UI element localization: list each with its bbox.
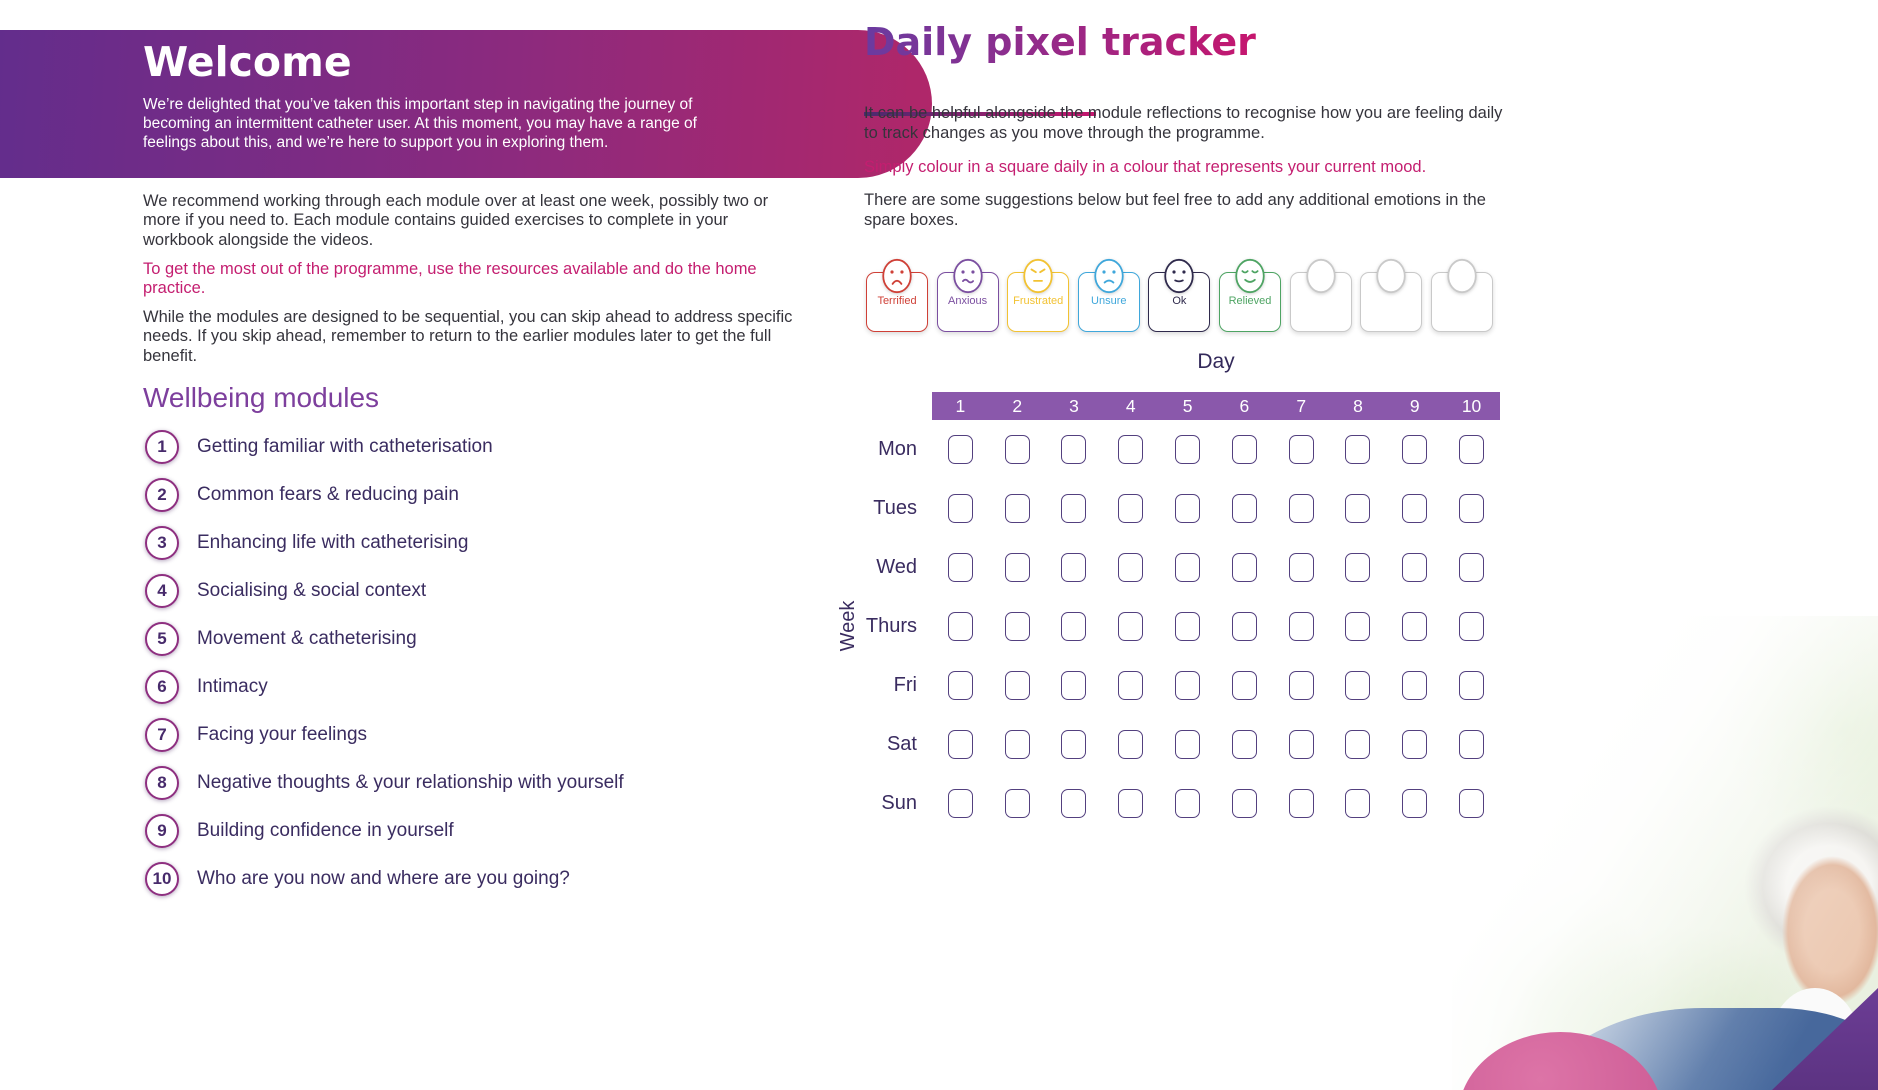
pixel-cell-slot xyxy=(1386,656,1443,715)
pixel-checkbox[interactable] xyxy=(1459,789,1484,818)
pixel-checkbox[interactable] xyxy=(1061,553,1086,582)
pixel-checkbox[interactable] xyxy=(1005,494,1030,523)
module-item xyxy=(145,622,624,656)
emotion-card-relieved xyxy=(1219,258,1281,336)
pixel-cell-slot xyxy=(1046,715,1103,774)
blank-face-icon xyxy=(1375,258,1407,294)
pixel-cell-slot xyxy=(1443,597,1500,656)
pixel-checkbox[interactable] xyxy=(1402,435,1427,464)
emotion-card-blank[interactable] xyxy=(1290,258,1352,336)
module-number-badge: 1 xyxy=(145,430,179,464)
pixel-cell-slot xyxy=(1273,715,1330,774)
emotion-card-anxious xyxy=(937,258,999,336)
module-item xyxy=(145,478,624,512)
week-axis-label: Week xyxy=(836,600,859,652)
emotion-card-unsure xyxy=(1078,258,1140,336)
pixel-checkbox[interactable] xyxy=(1061,494,1086,523)
pixel-checkbox[interactable] xyxy=(1345,553,1370,582)
pixel-checkbox[interactable] xyxy=(1005,671,1030,700)
pixel-cell-slot xyxy=(1330,420,1387,479)
pixel-checkbox[interactable] xyxy=(1345,730,1370,759)
pixel-row-mon xyxy=(932,420,1500,479)
pixel-row-sun xyxy=(932,774,1500,833)
weekday-label-wed: Wed xyxy=(876,556,917,578)
day-number-header xyxy=(932,392,1500,420)
pixel-row-fri xyxy=(932,656,1500,715)
weekday-label-sat: Sat xyxy=(886,733,917,755)
pixel-cell-slot xyxy=(1386,774,1443,833)
module-item xyxy=(145,526,624,560)
pixel-cell-slot xyxy=(1216,420,1273,479)
pixel-cell-slot xyxy=(1216,597,1273,656)
module-number-badge: 9 xyxy=(145,814,179,848)
pixel-cell-slot xyxy=(1386,538,1443,597)
pixel-cell-slot xyxy=(1216,656,1273,715)
tracker-paragraph-1: It can be helpful alongside the module reflections to recognise how you are feeling daily to track changes as you move through the programme. xyxy=(864,104,1503,142)
pixel-checkbox[interactable] xyxy=(1402,789,1427,818)
pixel-checkbox[interactable] xyxy=(1232,612,1257,641)
pixel-grid xyxy=(932,420,1500,833)
pixel-cell-slot xyxy=(1273,479,1330,538)
pixel-checkbox[interactable] xyxy=(1175,789,1200,818)
pixel-checkbox[interactable] xyxy=(1345,671,1370,700)
pixel-cell-slot xyxy=(1102,656,1159,715)
module-item xyxy=(145,766,624,800)
pixel-cell-slot xyxy=(932,479,989,538)
module-number-badge: 7 xyxy=(145,718,179,752)
pixel-cell-slot xyxy=(989,715,1046,774)
day-number-label: 8 xyxy=(1353,395,1363,416)
pixel-checkbox[interactable] xyxy=(1061,612,1086,641)
pixel-checkbox[interactable] xyxy=(1402,730,1427,759)
pixel-checkbox[interactable] xyxy=(1005,435,1030,464)
module-label: Enhancing life with catheterising xyxy=(197,532,469,553)
pixel-cell-slot xyxy=(1159,538,1216,597)
pixel-cell-slot xyxy=(989,656,1046,715)
module-number-badge: 2 xyxy=(145,478,179,512)
pixel-cell-slot xyxy=(1159,420,1216,479)
pixel-cell-slot xyxy=(1046,420,1103,479)
pixel-checkbox[interactable] xyxy=(1345,435,1370,464)
pixel-checkbox[interactable] xyxy=(1345,789,1370,818)
anxious-face-icon xyxy=(952,258,984,294)
pixel-checkbox[interactable] xyxy=(1061,435,1086,464)
pixel-cell-slot xyxy=(1102,774,1159,833)
pixel-checkbox[interactable] xyxy=(1061,730,1086,759)
pixel-cell-slot xyxy=(1159,597,1216,656)
pixel-checkbox[interactable] xyxy=(1175,553,1200,582)
pixel-cell-slot xyxy=(1273,538,1330,597)
pixel-cell-slot xyxy=(1443,479,1500,538)
pixel-cell-slot xyxy=(932,420,989,479)
emotion-legend xyxy=(866,258,1493,336)
pixel-cell-slot xyxy=(1159,774,1216,833)
photo-smiling-woman xyxy=(1452,616,1878,1090)
pixel-checkbox[interactable] xyxy=(1175,730,1200,759)
pixel-checkbox[interactable] xyxy=(1118,494,1143,523)
pixel-cell-slot xyxy=(1046,774,1103,833)
wellbeing-modules-heading: Wellbeing modules xyxy=(143,382,380,413)
pixel-checkbox[interactable] xyxy=(948,612,973,641)
pixel-checkbox[interactable] xyxy=(1289,553,1314,582)
pixel-cell-slot xyxy=(1386,479,1443,538)
pixel-cell-slot xyxy=(1386,597,1443,656)
day-number-label: 2 xyxy=(1012,395,1023,416)
pixel-cell-slot xyxy=(989,479,1046,538)
pixel-cell-slot xyxy=(932,715,989,774)
intro-paragraph-accent: To get the most out of the programme, use the resources available and do the home practice. xyxy=(143,260,757,298)
pixel-checkbox[interactable] xyxy=(1459,494,1484,523)
pixel-checkbox[interactable] xyxy=(948,553,973,582)
pixel-cell-slot xyxy=(1102,538,1159,597)
module-number-badge: 6 xyxy=(145,670,179,704)
pixel-cell-slot xyxy=(1443,538,1500,597)
emotion-card-terrified xyxy=(866,258,928,336)
day-number-label: 5 xyxy=(1182,395,1193,416)
pixel-checkbox[interactable] xyxy=(948,730,973,759)
blank-face-icon xyxy=(1305,258,1337,294)
module-item xyxy=(145,718,624,752)
module-number-badge: 4 xyxy=(145,574,179,608)
ok-face-icon xyxy=(1163,258,1195,294)
pixel-checkbox[interactable] xyxy=(1289,730,1314,759)
weekday-label-tues: Tues xyxy=(873,497,917,519)
pixel-checkbox[interactable] xyxy=(1459,553,1484,582)
pixel-checkbox[interactable] xyxy=(948,789,973,818)
pixel-cell-slot xyxy=(1443,656,1500,715)
pixel-cell-slot xyxy=(1046,538,1103,597)
pixel-cell-slot xyxy=(1102,597,1159,656)
intro-paragraph-3: While the modules are designed to be sequential, you can skip ahead to address specific needs. If you skip ahead, remember to return to the earlier modules later to get the full benefit. xyxy=(143,308,793,365)
module-label: Getting familiar with catheterisation xyxy=(197,436,493,457)
blank-face-icon xyxy=(1446,258,1478,294)
module-list xyxy=(145,430,624,910)
weekday-label-fri: Fri xyxy=(893,674,917,696)
emotion-label: Ok xyxy=(1172,295,1187,307)
pixel-checkbox[interactable] xyxy=(1459,435,1484,464)
welcome-banner xyxy=(0,30,932,178)
module-item xyxy=(145,574,624,608)
pixel-row-sat xyxy=(932,715,1500,774)
module-label: Common fears & reducing pain xyxy=(197,484,459,505)
pixel-cell-slot xyxy=(1159,715,1216,774)
day-number-label: 9 xyxy=(1409,395,1420,416)
pixel-checkbox[interactable] xyxy=(1005,730,1030,759)
pixel-cell-slot xyxy=(1330,656,1387,715)
module-item xyxy=(145,814,624,848)
unsure-face-icon xyxy=(1093,258,1125,294)
tracker-paragraph-accent: Simply colour in a square daily in a colour that represents your current mood. xyxy=(864,158,1427,176)
module-number-badge: 8 xyxy=(145,766,179,800)
emotion-label: Unsure xyxy=(1091,295,1127,307)
pixel-cell-slot xyxy=(989,774,1046,833)
pixel-cell-slot xyxy=(989,538,1046,597)
pixel-checkbox[interactable] xyxy=(1118,730,1143,759)
pixel-cell-slot xyxy=(1273,656,1330,715)
day-number-label: 4 xyxy=(1125,395,1136,416)
day-number-label: 7 xyxy=(1296,395,1307,416)
pixel-cell-slot xyxy=(1330,597,1387,656)
module-label: Intimacy xyxy=(197,676,268,697)
pixel-cell-slot xyxy=(1273,597,1330,656)
module-label: Negative thoughts & your relationship with yourself xyxy=(197,772,624,793)
pixel-cell-slot xyxy=(1046,656,1103,715)
pixel-cell-slot xyxy=(1443,774,1500,833)
emotion-label: Anxious xyxy=(948,295,988,307)
pixel-cell-slot xyxy=(1216,538,1273,597)
weekday-label-sun: Sun xyxy=(881,792,917,814)
pixel-checkbox[interactable] xyxy=(1289,435,1314,464)
intro-paragraph-1: We recommend working through each module over at least one week, possibly two or more if you need to. Each module contains guided exercises to complete in your workbook alongside the videos. xyxy=(143,192,769,249)
pixel-checkbox[interactable] xyxy=(948,494,973,523)
pixel-cell-slot xyxy=(1046,479,1103,538)
pixel-cell-slot xyxy=(1216,479,1273,538)
module-item xyxy=(145,670,624,704)
pixel-cell-slot xyxy=(932,774,989,833)
pixel-cell-slot xyxy=(1273,420,1330,479)
weekday-label-thurs: Thurs xyxy=(865,615,917,637)
pixel-checkbox[interactable] xyxy=(1345,612,1370,641)
module-number-badge: 3 xyxy=(145,526,179,560)
pixel-checkbox[interactable] xyxy=(1402,494,1427,523)
pixel-cell-slot xyxy=(989,420,1046,479)
welcome-intro-text: We’re delighted that you’ve taken this important step in navigating the journey of becoming an intermittent catheter user. At this moment, you may have a range of feelings about this, and we’re here to support you in exploring them. xyxy=(143,96,697,151)
pixel-cell-slot xyxy=(1216,774,1273,833)
pixel-cell-slot xyxy=(932,538,989,597)
pixel-checkbox[interactable] xyxy=(1175,671,1200,700)
pixel-cell-slot xyxy=(1046,597,1103,656)
frustrated-face-icon xyxy=(1022,258,1054,294)
pixel-checkbox[interactable] xyxy=(1232,789,1257,818)
pixel-cell-slot xyxy=(1216,715,1273,774)
pixel-row-thurs xyxy=(932,597,1500,656)
emotion-card-blank[interactable] xyxy=(1360,258,1422,336)
pixel-cell-slot xyxy=(1273,774,1330,833)
pixel-checkbox[interactable] xyxy=(1459,730,1484,759)
pixel-cell-slot xyxy=(1443,715,1500,774)
pixel-checkbox[interactable] xyxy=(1118,553,1143,582)
pixel-cell-slot xyxy=(1386,420,1443,479)
pixel-checkbox[interactable] xyxy=(1459,671,1484,700)
pixel-cell-slot xyxy=(1443,420,1500,479)
emotion-label: Frustrated xyxy=(1013,295,1064,307)
pixel-checkbox[interactable] xyxy=(1175,612,1200,641)
pixel-checkbox[interactable] xyxy=(948,435,973,464)
module-label: Movement & catheterising xyxy=(197,628,417,649)
pixel-cell-slot xyxy=(932,656,989,715)
pixel-checkbox[interactable] xyxy=(1061,671,1086,700)
pixel-row-wed xyxy=(932,538,1500,597)
pixel-cell-slot xyxy=(989,597,1046,656)
pixel-checkbox[interactable] xyxy=(1175,494,1200,523)
pixel-checkbox[interactable] xyxy=(1118,789,1143,818)
pixel-cell-slot xyxy=(1159,656,1216,715)
pixel-checkbox[interactable] xyxy=(1345,494,1370,523)
day-number-label: 3 xyxy=(1069,395,1079,416)
pixel-cell-slot xyxy=(932,597,989,656)
photo-white-fade-overlay xyxy=(1452,616,1878,1090)
pixel-checkbox[interactable] xyxy=(1289,671,1314,700)
pixel-checkbox[interactable] xyxy=(1005,789,1030,818)
day-number-label: 1 xyxy=(955,395,966,416)
pixel-checkbox[interactable] xyxy=(1232,435,1257,464)
pixel-checkbox[interactable] xyxy=(1402,553,1427,582)
module-item xyxy=(145,862,624,896)
emotion-label: Terrified xyxy=(877,295,917,307)
pixel-checkbox[interactable] xyxy=(1118,612,1143,641)
pixel-checkbox[interactable] xyxy=(1289,612,1314,641)
module-label: Who are you now and where are you going? xyxy=(197,868,570,889)
module-number-badge: 5 xyxy=(145,622,179,656)
pixel-checkbox[interactable] xyxy=(1402,612,1427,641)
tracker-paragraph-3: There are some suggestions below but feel free to add any additional emotions in the spare boxes. xyxy=(864,191,1486,229)
tracker-title: Daily pixel tracker xyxy=(864,20,1256,64)
pixel-cell-slot xyxy=(1330,538,1387,597)
emotion-card-frustrated xyxy=(1007,258,1069,336)
pixel-cell-slot xyxy=(1102,479,1159,538)
pixel-cell-slot xyxy=(1330,715,1387,774)
welcome-title: Welcome xyxy=(143,38,352,86)
day-axis-label: Day xyxy=(1197,350,1235,373)
pixel-cell-slot xyxy=(1102,420,1159,479)
emotion-label: Relieved xyxy=(1228,295,1272,307)
relieved-face-icon xyxy=(1234,258,1266,294)
pixel-checkbox[interactable] xyxy=(1402,671,1427,700)
emotion-card-ok xyxy=(1148,258,1210,336)
pixel-checkbox[interactable] xyxy=(1005,612,1030,641)
module-label: Socialising & social context xyxy=(197,580,427,601)
pixel-checkbox[interactable] xyxy=(1118,435,1143,464)
terrified-face-icon xyxy=(881,258,913,294)
emotion-card-blank[interactable] xyxy=(1431,258,1493,336)
module-label: Facing your feelings xyxy=(197,724,368,745)
pixel-cell-slot xyxy=(1330,774,1387,833)
pixel-cell-slot xyxy=(1330,479,1387,538)
pixel-checkbox[interactable] xyxy=(1061,789,1086,818)
pixel-checkbox[interactable] xyxy=(1289,494,1314,523)
day-number-label: 10 xyxy=(1461,395,1482,416)
pixel-checkbox[interactable] xyxy=(1232,494,1257,523)
pixel-checkbox[interactable] xyxy=(1232,671,1257,700)
pixel-row-tues xyxy=(932,479,1500,538)
pixel-checkbox[interactable] xyxy=(948,671,973,700)
module-number-badge: 10 xyxy=(145,862,179,896)
pixel-checkbox[interactable] xyxy=(1289,789,1314,818)
pixel-checkbox[interactable] xyxy=(1005,553,1030,582)
pixel-checkbox[interactable] xyxy=(1459,612,1484,641)
pixel-checkbox[interactable] xyxy=(1232,730,1257,759)
weekday-label-mon: Mon xyxy=(878,438,917,460)
pixel-cell-slot xyxy=(1102,715,1159,774)
day-number-label: 6 xyxy=(1239,395,1250,416)
pixel-checkbox[interactable] xyxy=(1118,671,1143,700)
pixel-cell-slot xyxy=(1159,479,1216,538)
module-label: Building confidence in yourself xyxy=(197,820,454,841)
pixel-checkbox[interactable] xyxy=(1232,553,1257,582)
pixel-cell-slot xyxy=(1386,715,1443,774)
pixel-checkbox[interactable] xyxy=(1175,435,1200,464)
module-item xyxy=(145,430,624,464)
